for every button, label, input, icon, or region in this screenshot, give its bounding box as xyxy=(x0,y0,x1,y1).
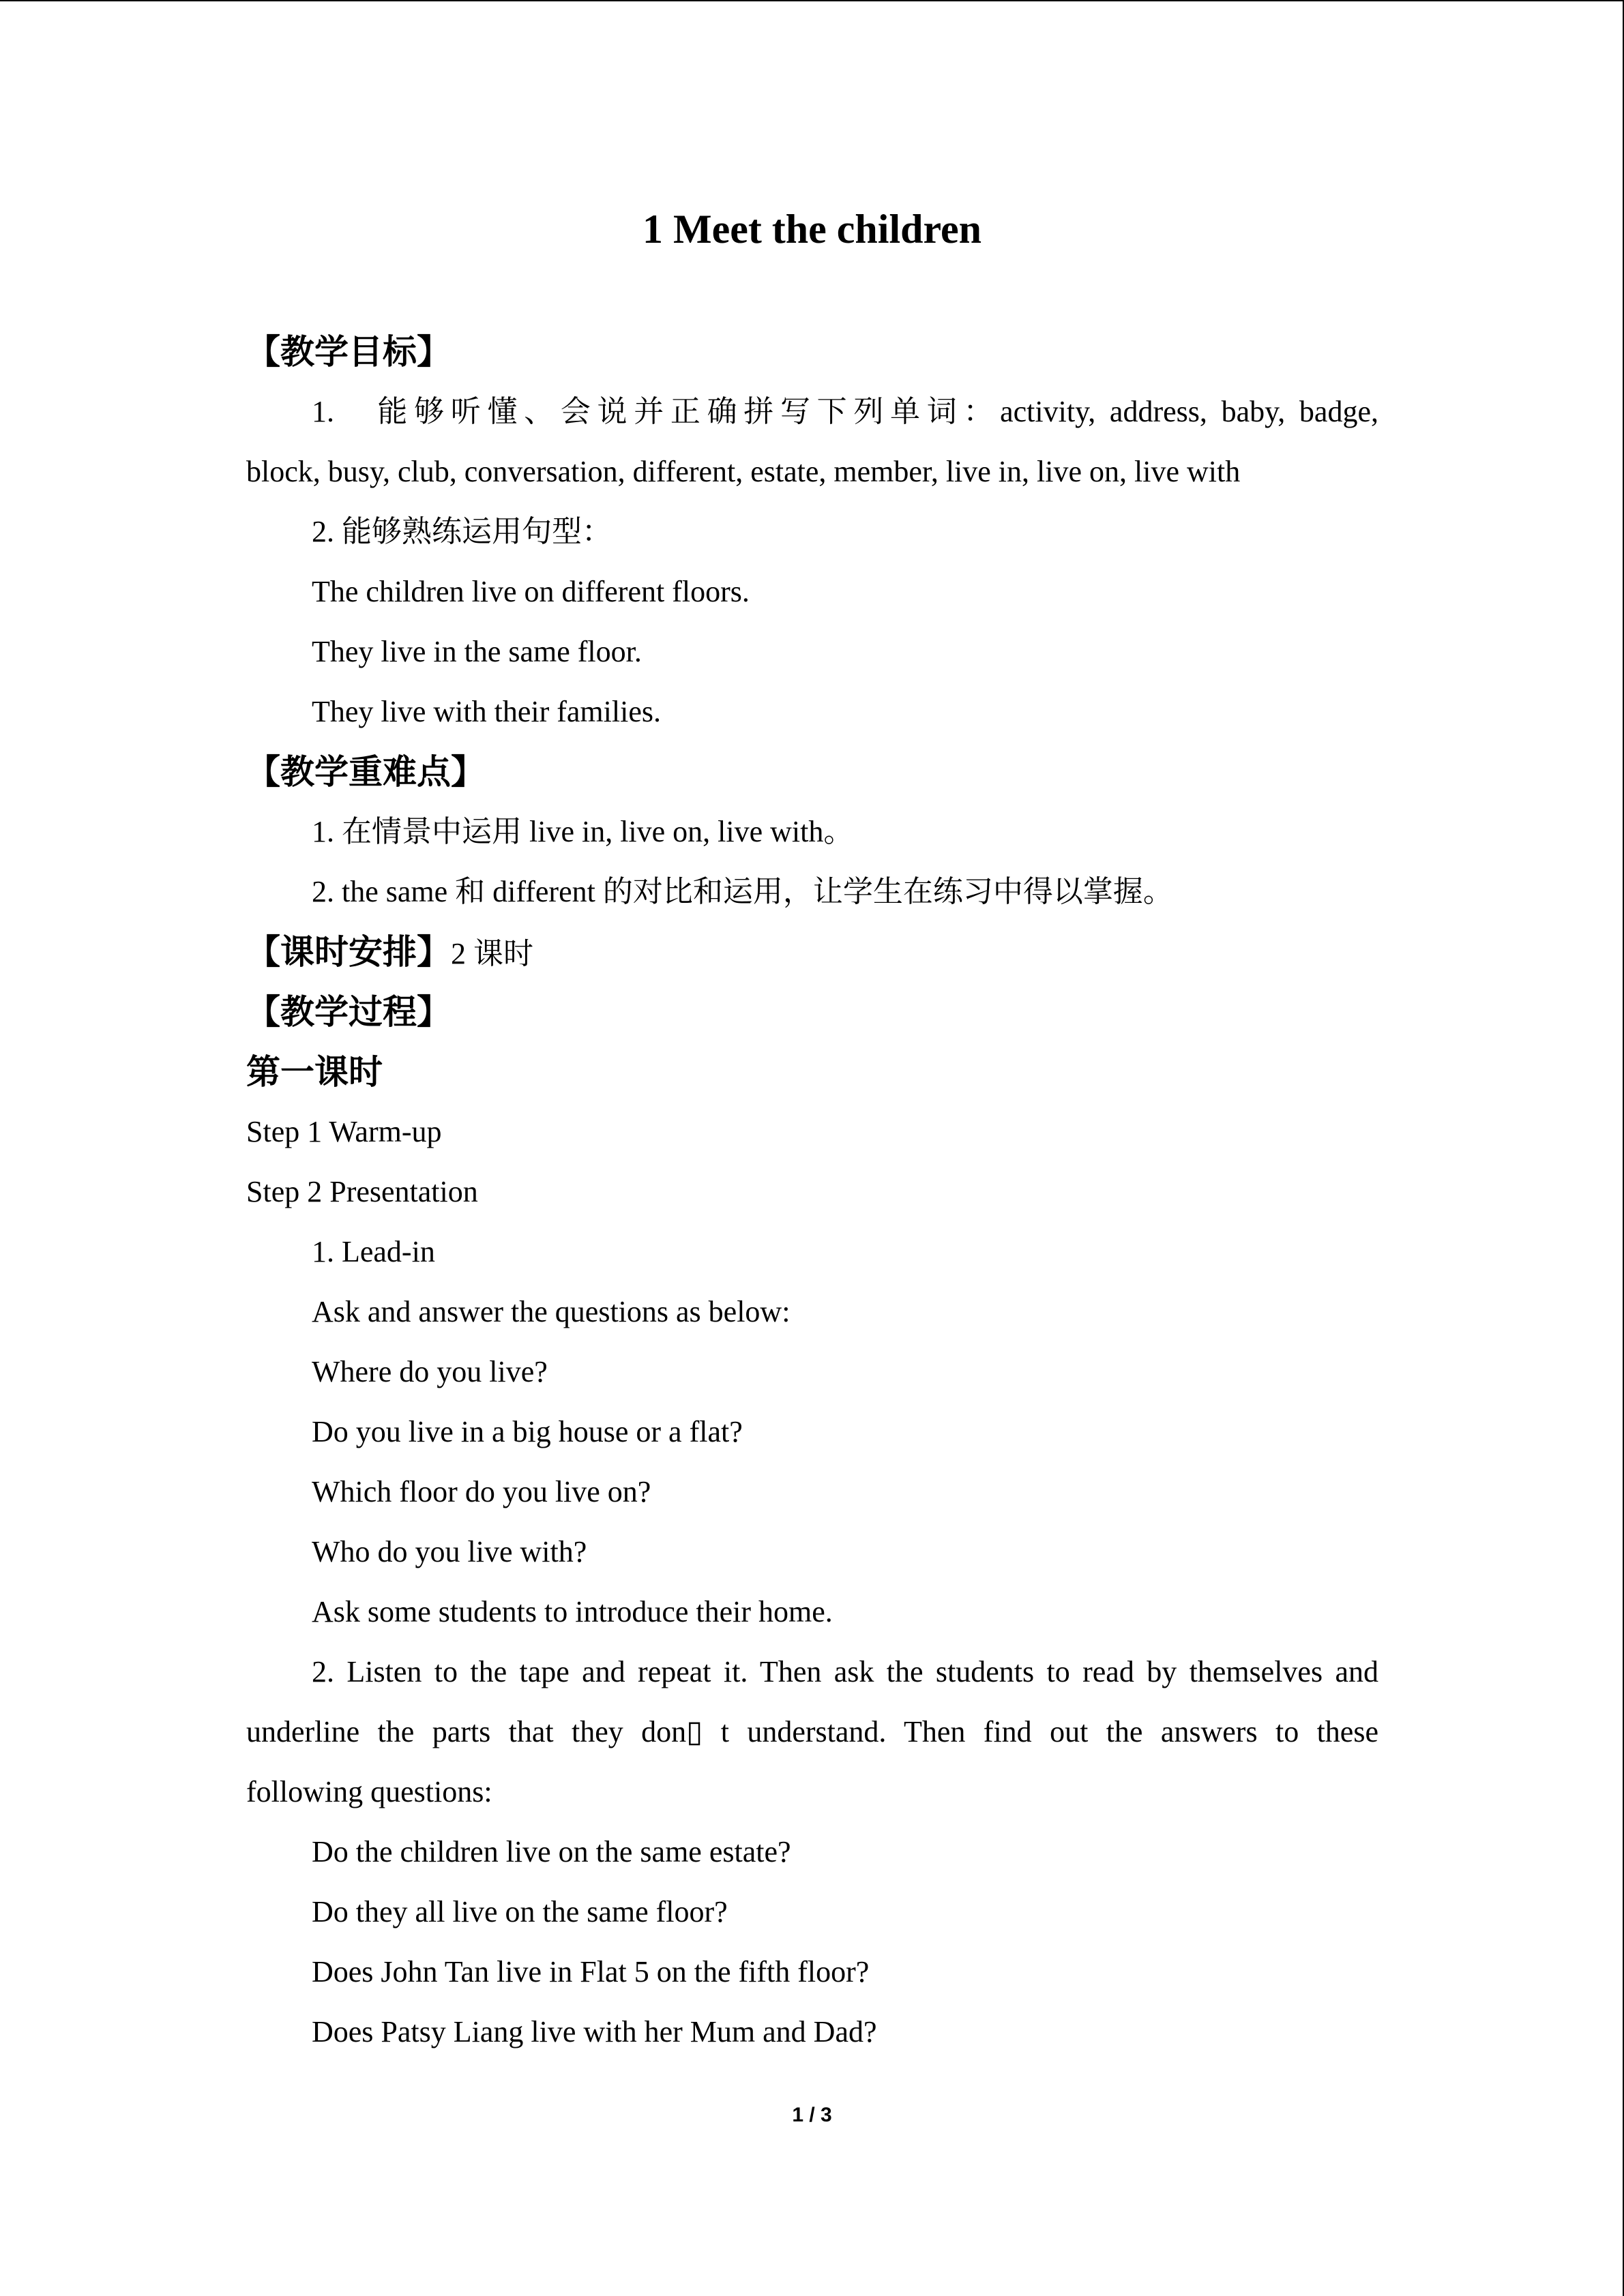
schedule-heading: 【课时安排】 xyxy=(246,932,451,972)
listen-line-1: 2. Listen to the tape and repeat it. Then ask the students to read by themselves and xyxy=(312,1655,1378,1688)
following-question-3: Does John Tan live in Flat 5 on the fifth floor? xyxy=(312,1955,870,1988)
sentence-pattern-1: The children live on different floors. xyxy=(312,575,750,608)
key-points-heading: 【教学重难点】 xyxy=(246,752,485,792)
listen-line-3: following questions: xyxy=(246,1775,492,1808)
question-2: Do you live in a big house or a flat? xyxy=(312,1415,743,1448)
introduce-instruction: Ask some students to introduce their home. xyxy=(312,1595,833,1628)
step-1: Step 1 Warm-up xyxy=(246,1115,442,1148)
document-body xyxy=(246,322,1378,2062)
lesson-1-heading: 第一课时 xyxy=(246,1052,383,1092)
page-title: 1 Meet the children xyxy=(642,207,982,252)
key-point-2: 2. the same 和 different 的对比和运用，让学生在练习中得以掌握。 xyxy=(312,875,1173,908)
process-heading: 【教学过程】 xyxy=(246,992,451,1032)
following-question-1: Do the children live on the same estate? xyxy=(312,1835,791,1868)
key-point-1: 1. 在情景中运用 live in, live on, live with。 xyxy=(312,815,854,848)
objective-2: 2. 能够熟练运用句型： xyxy=(312,515,612,548)
objectives-heading: 【教学目标】 xyxy=(246,332,451,372)
following-question-4: Does Patsy Liang live with her Mum and Dad? xyxy=(312,2015,877,2048)
objective-1-line-1: 1. 能够听懂、会说并正确拼写下列单词：activity, address, baby, badge, xyxy=(312,395,1378,428)
ask-answer-instruction: Ask and answer the questions as below: xyxy=(312,1295,791,1328)
page-number: 1 / 3 xyxy=(792,2104,832,2126)
sentence-pattern-3: They live with their families. xyxy=(312,695,661,728)
sentence-pattern-2: They live in the same floor. xyxy=(312,635,642,668)
schedule-row xyxy=(246,922,1378,982)
following-question-2: Do they all live on the same floor? xyxy=(312,1895,728,1928)
question-4: Who do you live with? xyxy=(312,1535,587,1568)
lead-in: 1. Lead-in xyxy=(312,1235,435,1268)
schedule-value: 2 课时 xyxy=(451,937,533,970)
step-2: Step 2 Presentation xyxy=(246,1175,478,1208)
listen-line-2: underline the parts that they don▯ t understand. Then find out the answers to these xyxy=(246,1715,1378,1748)
question-1: Where do you live? xyxy=(312,1355,548,1388)
question-3: Which floor do you live on? xyxy=(312,1475,651,1508)
objective-1-line-2: block, busy, club, conversation, different, estate, member, live in, live on, live with xyxy=(246,455,1241,488)
